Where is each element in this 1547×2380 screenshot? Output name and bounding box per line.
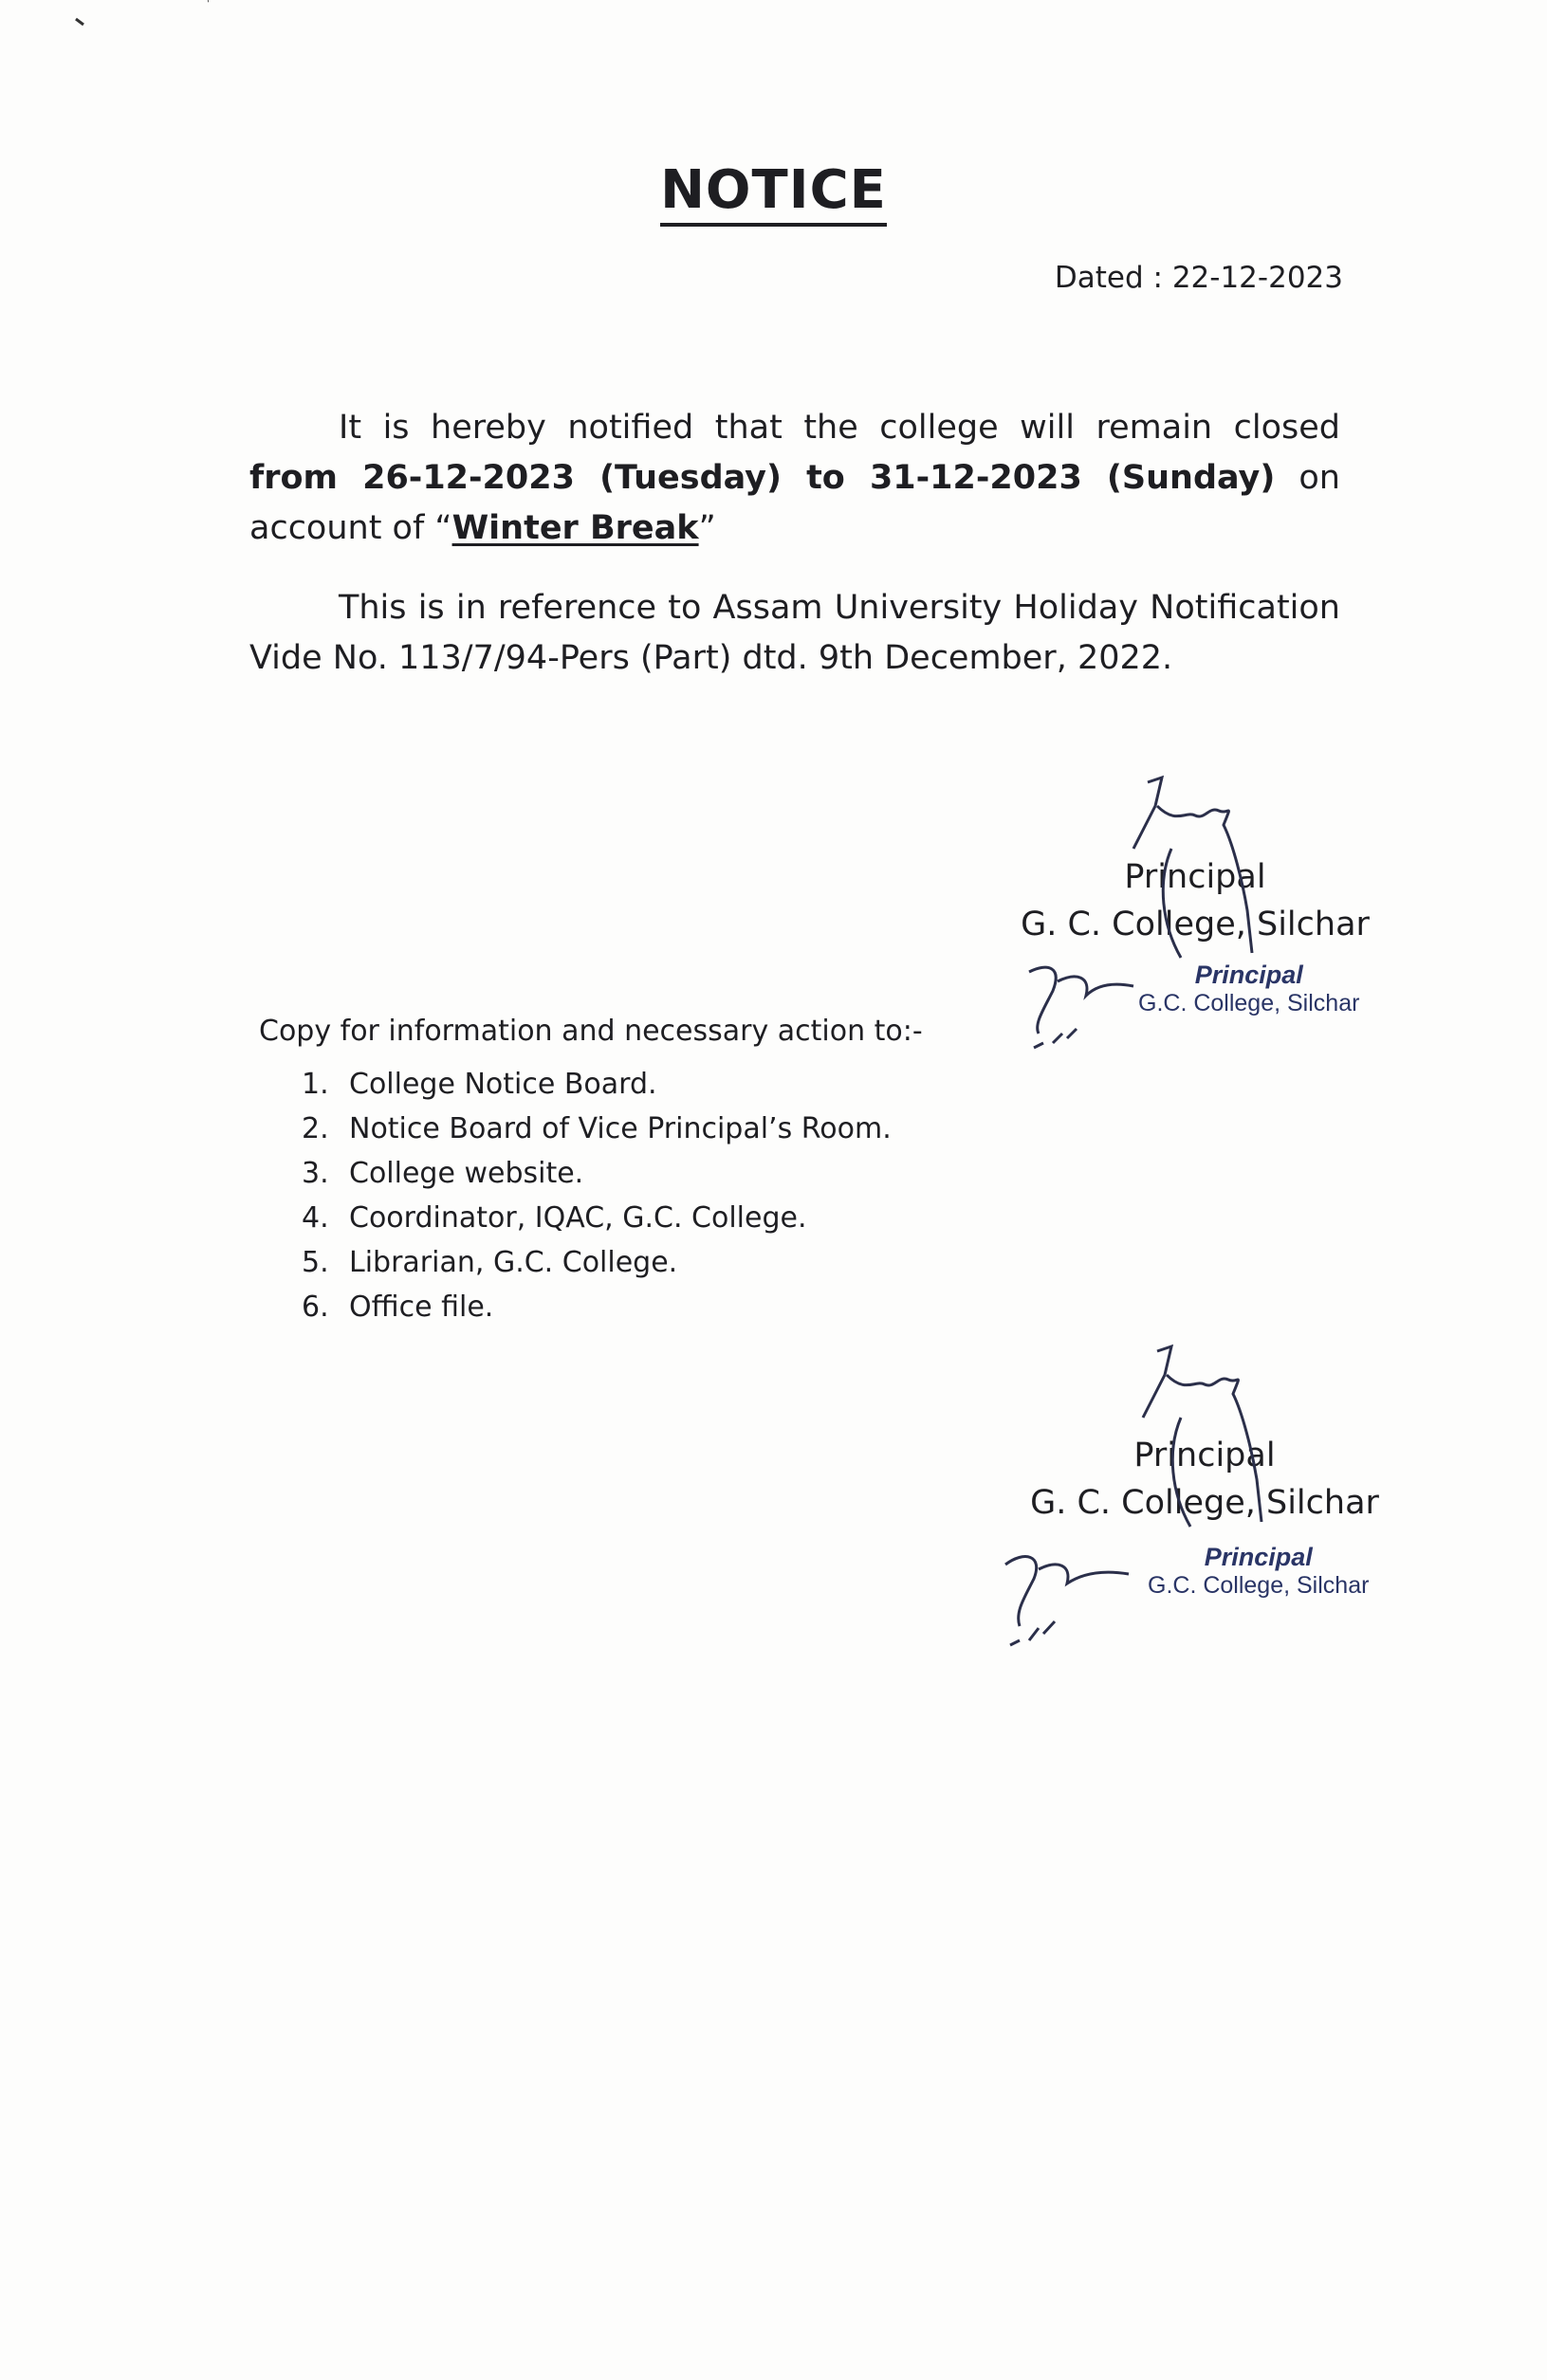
signatory-institution: G. C. College, Silchar [1021,906,1370,943]
scan-mark [38,0,209,47]
notice-paragraph-reference: This is in reference to Assam University Holiday Notification Vide No. 113/7/94-Pers (Part) dtd. 9th December, 2022. [249,589,1340,677]
signatory-designation: Principal [1124,858,1266,896]
signatory-designation: Principal [1133,1437,1276,1474]
notice-title: NOTICE [0,159,1547,221]
official-stamp-2: Principal G.C. College, Silchar [1148,1543,1370,1599]
list-item: 6. Office file. [302,1291,494,1324]
official-stamp-1: Principal G.C. College, Silchar [1138,961,1360,1016]
copy-to-list [302,1062,892,1329]
list-item: 3. College website. [302,1157,584,1190]
list-item: 1. College Notice Board. [302,1068,657,1101]
signature-block-1 [1015,853,1375,948]
notice-date: Dated : 22-12-2023 [1054,261,1343,295]
list-item: 2. Notice Board of Vice Principal’s Room. [302,1112,892,1145]
signature-block-2 [1024,1432,1385,1527]
initials-2-icon [996,1541,1157,1655]
copy-to-heading: Copy for information and necessary action to:- [259,1015,923,1048]
signatory-institution: G. C. College, Silchar [1030,1484,1379,1522]
list-item: 5. Librarian, G.C. College. [302,1246,678,1279]
notice-paragraph-closure: It is hereby notified that the college will remain closed from 26-12-2023 (Tuesday) to 31-12-2023 (Sunday) on account of “Winter Break” [249,409,1340,547]
list-item: 4. Coordinator, IQAC, G.C. College. [302,1201,807,1235]
